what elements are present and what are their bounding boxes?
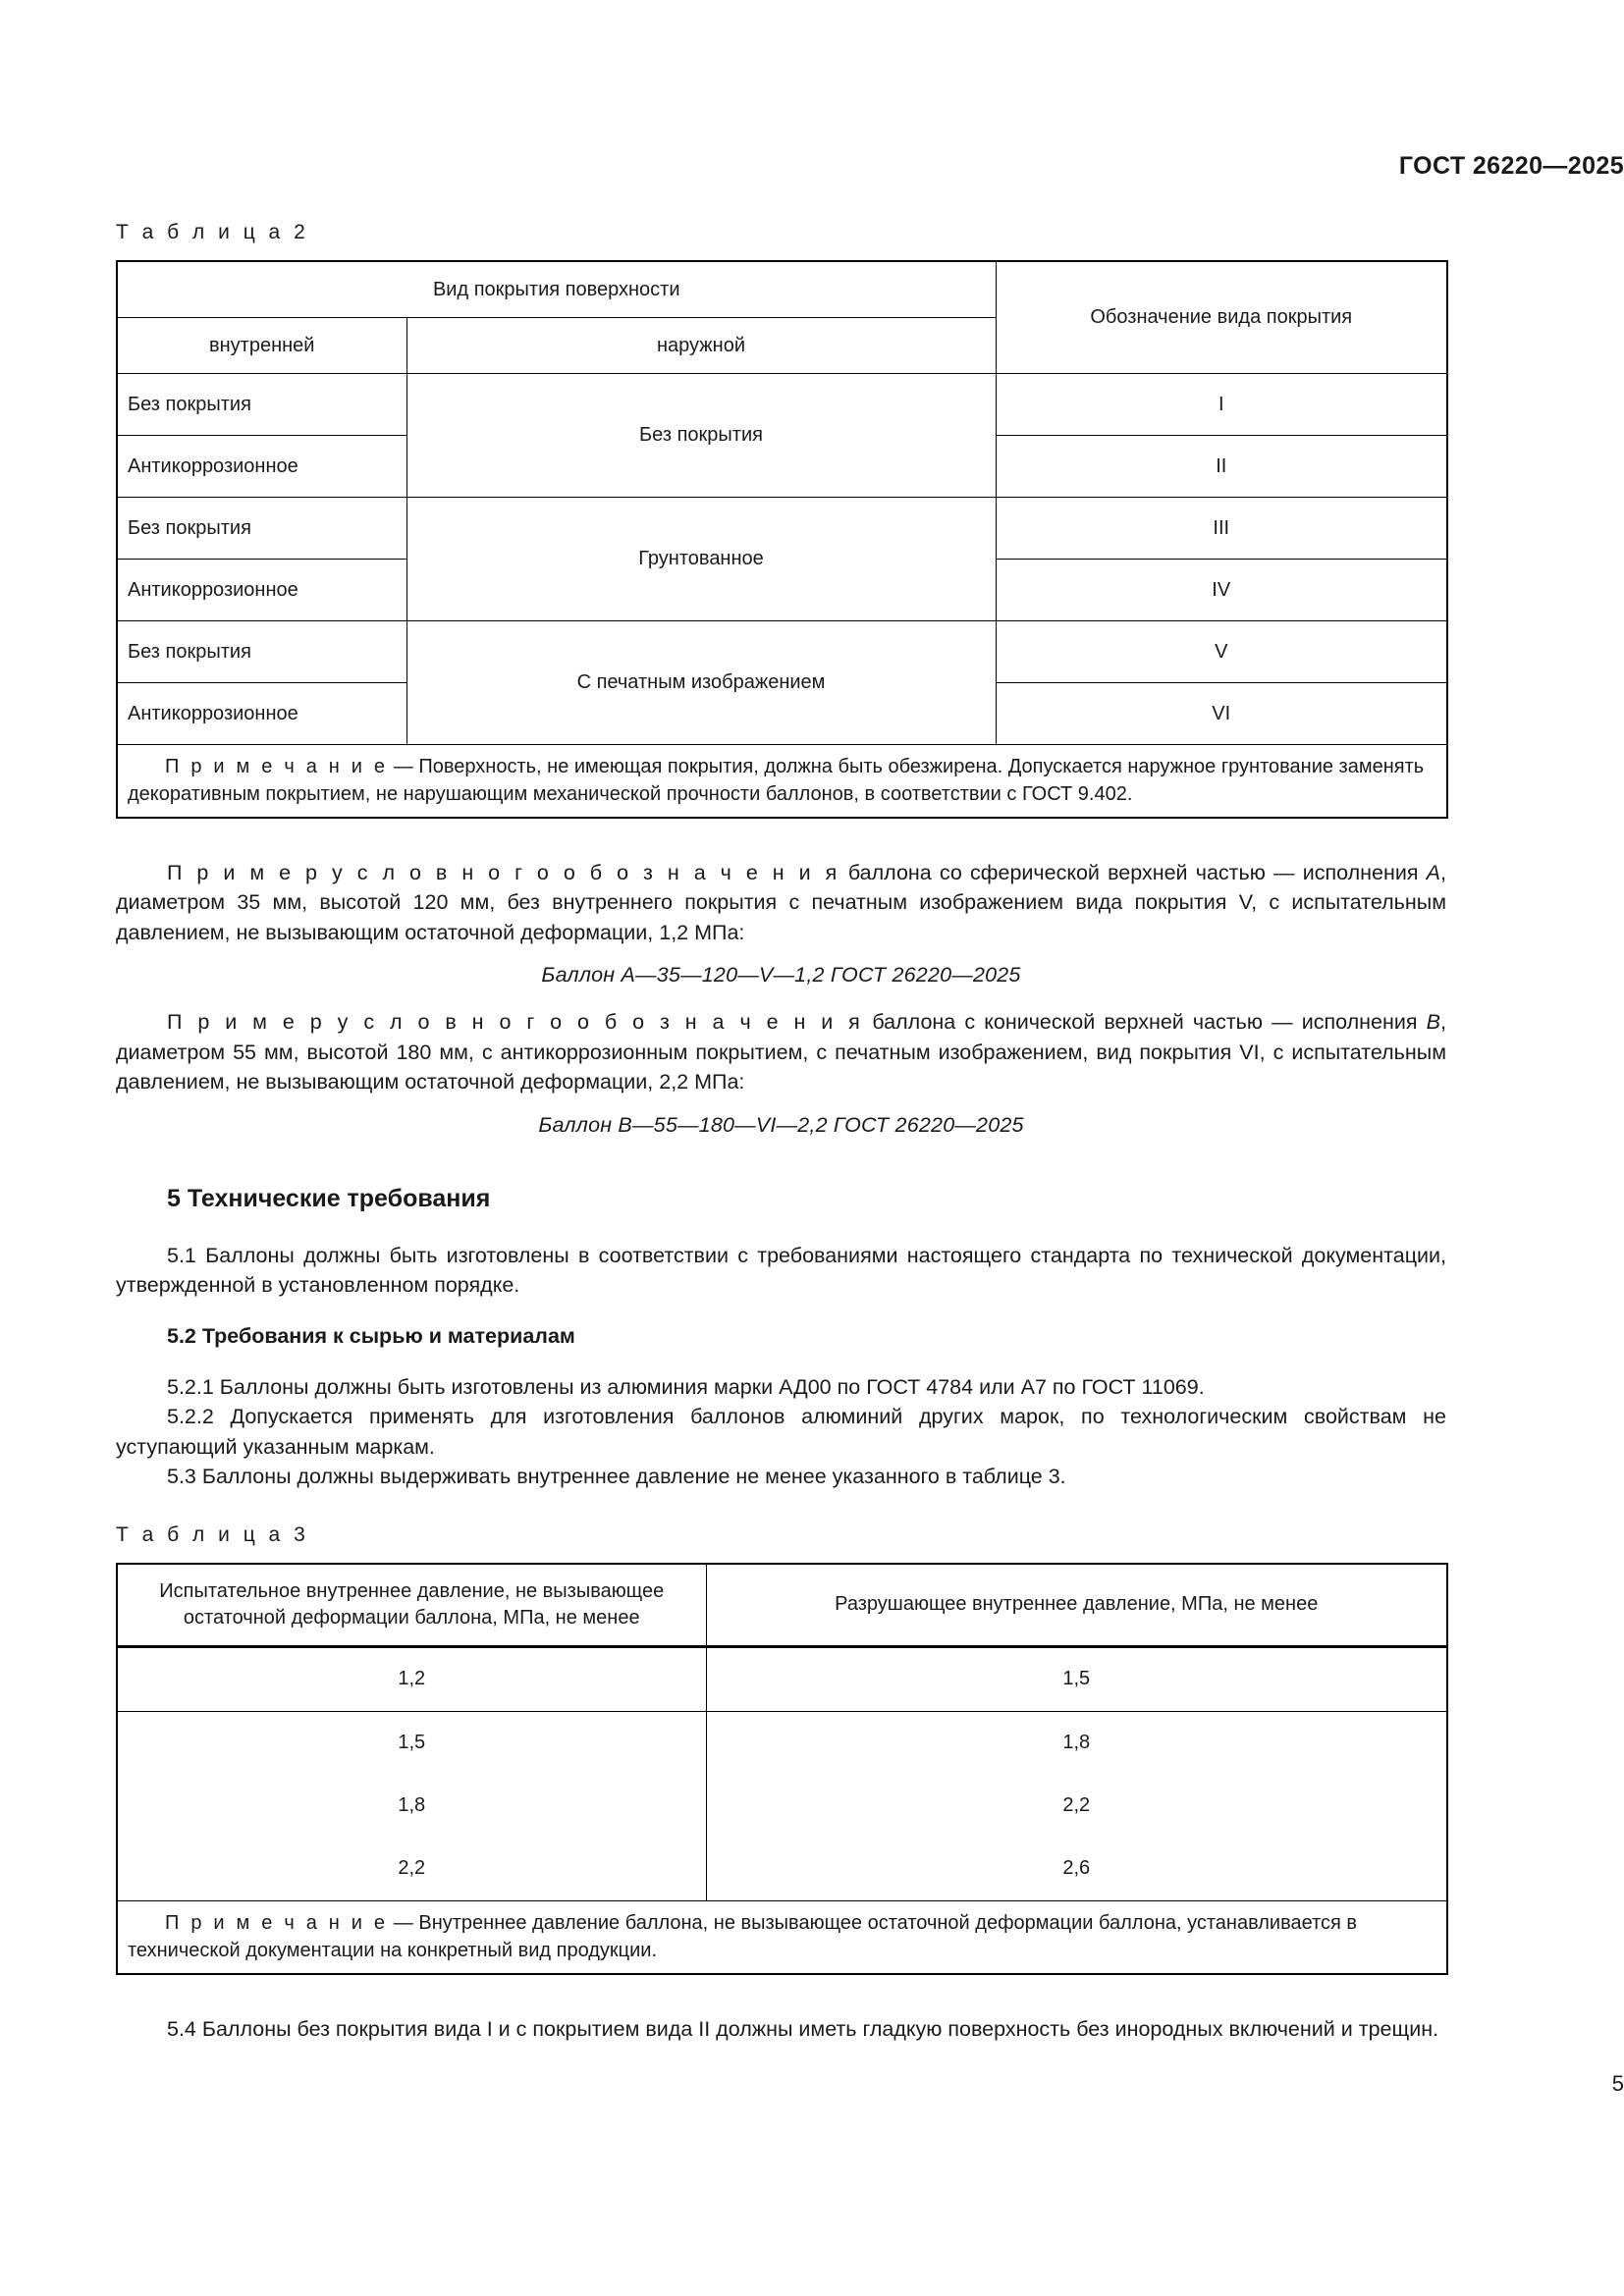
table3-head-burst-pressure: Разрушающее внутреннее давление, МПа, не менее xyxy=(706,1564,1447,1647)
table2-cell-outer: С печатным изображением xyxy=(406,621,996,745)
table2-cell-inner: Без покрытия xyxy=(117,374,406,436)
example-2-designation: Баллон В—55—180—VI—2,2 ГОСТ 26220—2025 xyxy=(538,1112,1024,1137)
paragraph-5-1: 5.1 Баллоны должны быть изготовлены в соответствии с требованиями настоящего стандарта по технической документации, утвержденной в установленном порядке. xyxy=(116,1243,1446,1298)
table3-cell-test: 1,5 xyxy=(117,1711,706,1775)
table2-cell-inner: Антикоррозионное xyxy=(117,560,406,621)
paragraph-5-3: 5.3 Баллоны должны выдерживать внутреннее давление не менее указанного в таблице 3. xyxy=(167,1465,1066,1489)
table-row xyxy=(117,1838,1447,1901)
table2-cell-inner: Без покрытия xyxy=(117,621,406,683)
example-2-paragraph xyxy=(116,1007,1446,1097)
example-1-text-b: , диаметром 35 мм, высотой 120 мм, без внутреннего покрытия с печатным изображением вида покрытия V, с испытательным давлением, не вызывающим остаточной деформации, 1,2 МПа: xyxy=(116,860,1446,944)
table3-cell-burst: 2,2 xyxy=(706,1775,1447,1838)
example-2-text-a: баллона с конической верхней частью — исполнения xyxy=(863,1010,1427,1035)
example-1-designation: Баллон А—35—120—V—1,2 ГОСТ 26220—2025 xyxy=(541,963,1021,988)
table2-cell-outer: Грунтованное xyxy=(406,498,996,621)
table2-cell-inner: Антикоррозионное xyxy=(117,683,406,745)
table2-note xyxy=(117,745,1447,818)
table-row xyxy=(117,1711,1447,1775)
table3-note-row xyxy=(117,1900,1447,1973)
table2-head-designation: Обозначение вида покрытия xyxy=(996,261,1447,374)
table3-head-test-pressure: Испытательное внутреннее давление, не вызывающее остаточной деформации баллона, МПа, не менее xyxy=(117,1564,706,1647)
table2-cell-code: II xyxy=(996,436,1447,498)
table3-note-label: П р и м е ч а н и е xyxy=(165,1911,389,1934)
table3-cell-burst: 1,8 xyxy=(706,1711,1447,1775)
running-head-standard-ref: ГОСТ 26220—2025 xyxy=(1398,152,1624,180)
table-row xyxy=(117,498,1447,560)
table2-cell-code: IV xyxy=(996,560,1447,621)
table2-head-surface-group: Вид покрытия поверхности xyxy=(117,261,996,318)
table2-header-row-1 xyxy=(117,261,1447,318)
table2-head-inner: внутренней xyxy=(117,318,406,374)
table2-note-text: — Поверхность, не имеющая покрытия, должна быть обезжирена. Допускается наружное грунтование заменять декоративным покрытием, не нарушающим механической прочности баллонов, в соответствии с ГОСТ 9.402. xyxy=(128,756,1425,806)
table3-cell-burst: 1,5 xyxy=(706,1646,1447,1711)
table2-cell-inner: Антикоррозионное xyxy=(117,436,406,498)
example-1-text-a: баллона со сферической верхней частью — исполнения xyxy=(839,860,1427,884)
page-content xyxy=(116,221,1446,2044)
page-number: 5 xyxy=(1611,2071,1624,2096)
table2-head-outer: наружной xyxy=(406,318,996,374)
table2-cell-outer: Без покрытия xyxy=(406,374,996,498)
table2-note-label: П р и м е ч а н и е xyxy=(165,756,389,777)
table3-note xyxy=(117,1900,1447,1973)
paragraph-5-2-2: 5.2.2 Допускается применять для изготовления баллонов алюминий других марок, по технологическим свойствам не уступающий указанным маркам. xyxy=(116,1405,1446,1459)
example-2-variant: В xyxy=(1426,1010,1441,1035)
table-row xyxy=(117,1646,1447,1711)
table3 xyxy=(116,1563,1448,1975)
table2 xyxy=(116,260,1448,819)
table2-cell-inner: Без покрытия xyxy=(117,498,406,560)
example-2-text-b: , диаметром 55 мм, высотой 180 мм, с антикоррозионным покрытием, с печатным изображением, вид покрытия VI, с испытательным давлением, не вызывающим остаточной деформации, 2,2 МПа: xyxy=(116,1010,1446,1095)
table3-header-row xyxy=(117,1564,1447,1647)
table3-caption: Т а б л и ц а 3 xyxy=(116,1522,309,1546)
table2-cell-code: III xyxy=(996,498,1447,560)
table2-cell-code: I xyxy=(996,374,1447,436)
table2-cell-code: V xyxy=(996,621,1447,683)
table2-caption: Т а б л и ц а 2 xyxy=(116,221,309,243)
table2-note-row xyxy=(117,745,1447,818)
table-row xyxy=(117,374,1447,436)
table3-cell-burst: 2,6 xyxy=(706,1838,1447,1901)
paragraph-5-2-1: 5.2.1 Баллоны должны быть изготовлены из алюминия марки АД00 по ГОСТ 4784 или А7 по ГОСТ 11069. xyxy=(167,1374,1205,1399)
table3-cell-test: 1,2 xyxy=(117,1646,706,1711)
page-title-section-5: 5 Технические требования xyxy=(167,1184,491,1212)
table2-cell-code: VI xyxy=(996,683,1447,745)
table3-note-text: — Внутреннее давление баллона, не вызывающее остаточной деформации баллона, устанавливается в технической документации на конкретный вид продукции. xyxy=(128,1911,1358,1962)
table3-cell-test: 2,2 xyxy=(117,1838,706,1901)
example-1-lead: П р и м е р у с л о в н о г о о б о з н а ч е н и я xyxy=(167,860,840,884)
example-1-variant: А xyxy=(1426,860,1441,884)
subsection-5-2-heading: 5.2 Требования к сырью и материалам xyxy=(167,1323,575,1348)
table3-cell-test: 1,8 xyxy=(117,1775,706,1838)
paragraph-5-4: 5.4 Баллоны без покрытия вида I и с покрытием вида II должны иметь гладкую поверхность без инородных включений и трещин. xyxy=(167,2016,1439,2041)
example-2-lead: П р и м е р у с л о в н о г о о б о з н а ч е н и я xyxy=(167,1010,864,1035)
table-row xyxy=(117,621,1447,683)
table-row xyxy=(117,1775,1447,1838)
example-1-paragraph xyxy=(116,858,1446,948)
